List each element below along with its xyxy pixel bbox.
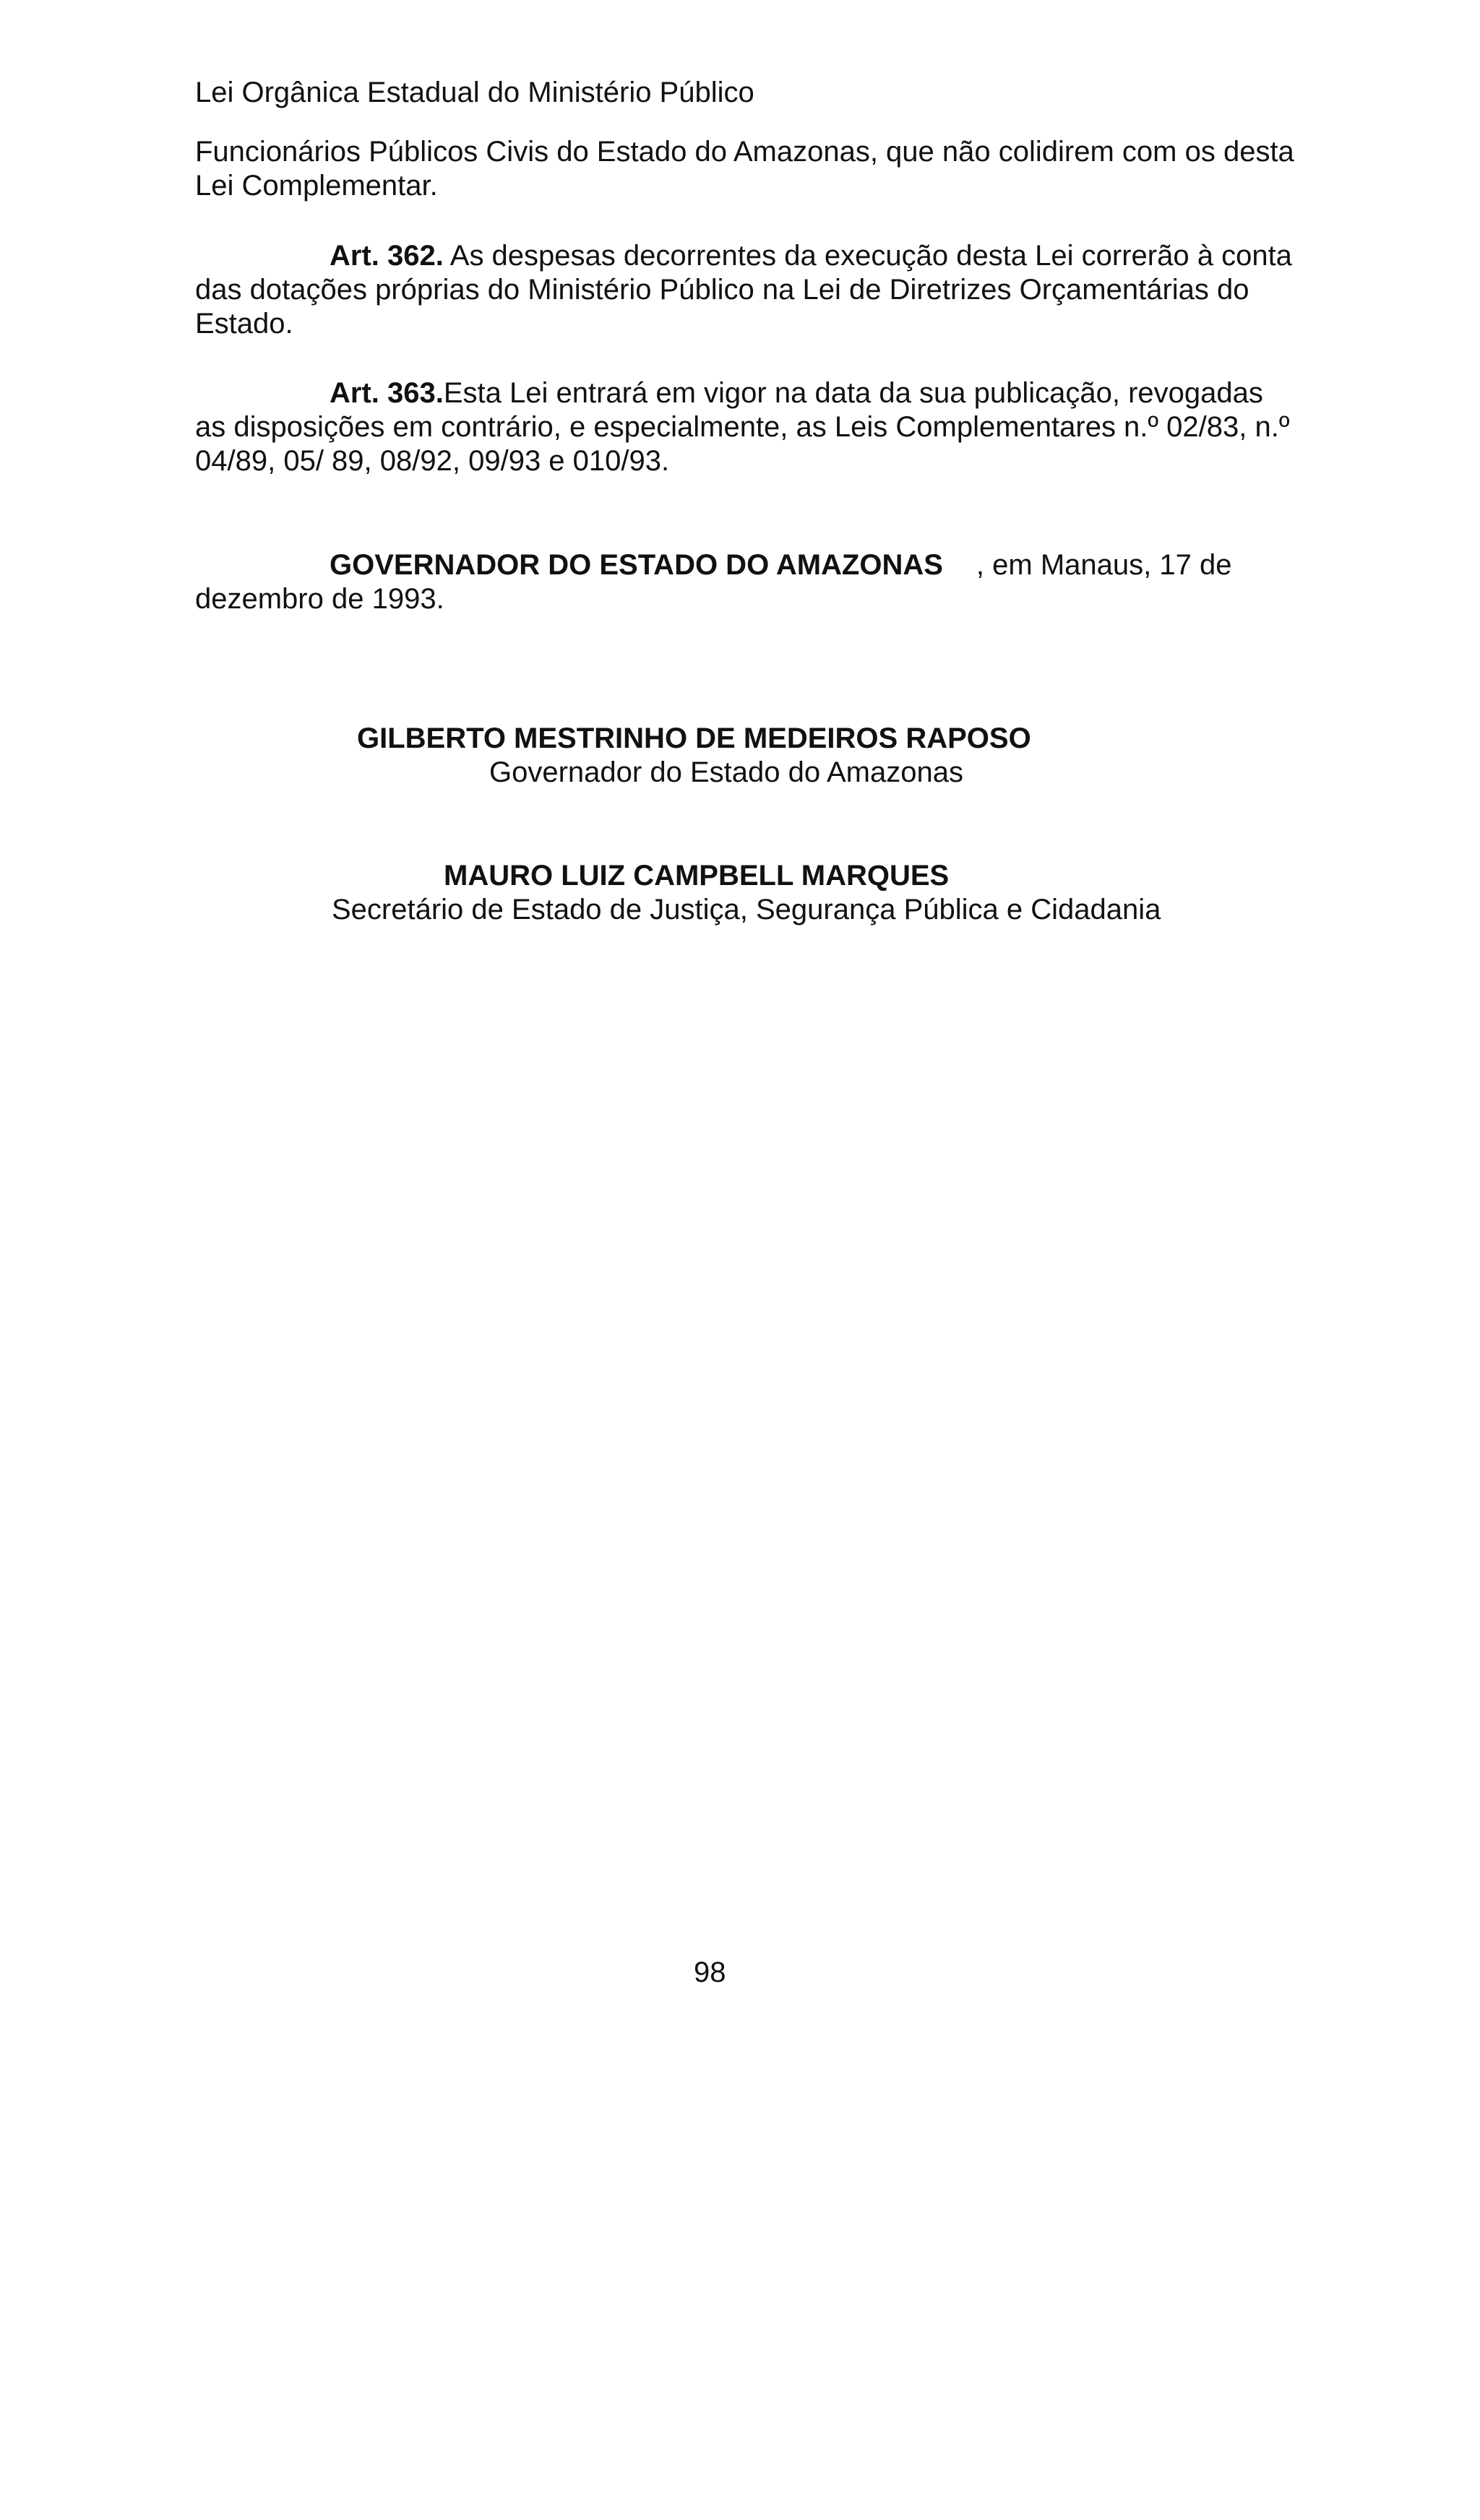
running-header: Lei Orgânica Estadual do Ministério Público [195,77,754,108]
paragraph-first-line [195,376,1308,410]
paragraph-line: Lei Complementar. [195,170,438,202]
paragraph-line: dezembro de 1993. [195,583,444,615]
paragraph-text: As despesas decorrentes da execução desta Lei correrão à conta [443,240,1292,272]
paragraph-line: das dotações próprias do Ministério Público na Lei de Diretrizes Orçamentárias do [195,274,1249,306]
article-label: Art. 362. [330,240,444,272]
signatory-name: GILBERTO MESTRINHO DE MEDEIROS RAPOSO [357,722,1031,754]
continuation-paragraph [195,135,1308,203]
paragraph-line: Estado. [195,308,293,340]
article-label: Art. 363. [330,377,444,409]
signatory-role: Secretário de Estado de Justiça, Segurança Pública e Cidadania [332,894,1161,925]
closing-place-date: , em Manaus, 17 de [976,549,1232,581]
paragraph-first-line [195,239,1308,273]
paragraph-text: Esta Lei entrará em vigor na data da sua publicação, revogadas [443,377,1263,409]
paragraph-line: 04/89, 05/ 89, 08/92, 09/93 e 010/93. [195,445,670,477]
article-363 [195,376,1308,478]
paragraph-line: as disposições em contrário, e especialmente, as Leis Complementares n.º 02/83, n.º [195,411,1290,443]
signatory-name: MAURO LUIZ CAMPBELL MARQUES [444,860,950,892]
paragraph-first-line [195,548,1308,582]
closing-paragraph [195,548,1308,616]
article-362 [195,239,1308,341]
closing-authority: GOVERNADOR DO ESTADO DO AMAZONAS [330,549,943,581]
signatory-role: Governador do Estado do Amazonas [489,756,963,788]
page-number: 98 [694,1956,726,1988]
paragraph-line: Funcionários Públicos Civis do Estado do Amazonas, que não colidirem com os desta [195,136,1294,168]
